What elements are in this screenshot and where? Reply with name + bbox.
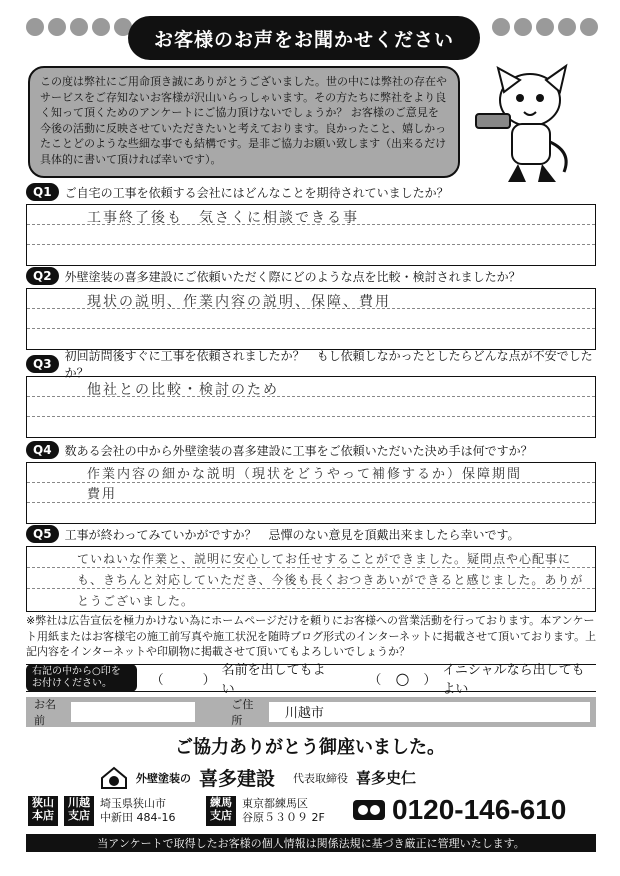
q4-answer-box[interactable] — [26, 462, 596, 524]
company-tagline: 外壁塗装の — [136, 771, 191, 785]
q1-badge: Q1 — [26, 183, 59, 201]
consent-row: 右記の中から○印をお付けください。 （ ） 名前を出してもよい （ ○ ） イニシャルなら出してもよい — [26, 664, 596, 692]
house-logo-icon — [100, 766, 128, 790]
q3-text: 初回訪問後すぐに工事を依頼されましたか？ もし依頼しなかったとしたらどんな点が不安でしたか？ — [64, 349, 593, 380]
consent-circle-mark: ○ — [395, 668, 410, 688]
q2-answer-box[interactable] — [26, 288, 596, 350]
phone-block — [352, 794, 566, 826]
q3-answer-box[interactable] — [26, 376, 596, 438]
address-field[interactable]: 川越市 — [269, 702, 590, 722]
question-2 — [26, 266, 596, 350]
q5-text: 工事が終わってみていかがですか？ 忌憚のない意見を頂戴出来ましたら幸いです。 — [64, 527, 520, 542]
branch-address-2: 東京都練馬区 谷原５３０９ 2F — [242, 797, 325, 824]
q5-answer: ていねいな作業と、説明に安心してお任せすることができました。疑問点や心配事にも、きちんと対応していただき、今後も長くおつきあいができると感じました。ありがとうございました。 — [77, 552, 584, 608]
q1-text: ご自宅の工事を依頼する会社にはどんなことを期待されていましたか？ — [64, 185, 449, 200]
publication-notice: ※弊社は広告宣伝を極力かけない為にホームページだけを頼りにお客様への営業活動を行っております。本アンケート用紙またはお客様宅の施工前写真や施工状況を随時ブログ形式のインターネットに掲載させて頂いております。上記内容をインターネットや印刷物に掲載させて頂いてもよろしいでしょうか？ — [26, 614, 597, 658]
q4-badge: Q4 — [26, 441, 59, 459]
decor-circles-left — [26, 18, 132, 36]
thanks-message: ご協力ありがとう御座いました。 — [175, 737, 445, 758]
q3-answer: 他社との比較・検討のため — [87, 382, 279, 398]
q1-answer-box[interactable] — [26, 204, 596, 266]
branch-kawagoe-badge: 川越 支店 — [64, 796, 94, 826]
question-1 — [26, 182, 596, 266]
consent-option-name[interactable]: 名前を出してもよい — [221, 663, 326, 697]
branch-address-1: 埼玉県狭山市 中新田 484-16 — [100, 797, 176, 824]
q5-badge: Q5 — [26, 525, 59, 543]
q5-answer-box[interactable] — [26, 546, 596, 612]
privacy-footer: 当アンケートで取得したお客様の個人情報は関係法規に基づき厳正に管理いたします。 — [26, 834, 596, 852]
q4-text: 数ある会社の中から外壁塗装の喜多建設に工事をご依頼いただいた決め手は何ですか？ — [64, 443, 533, 458]
q3-badge: Q3 — [26, 355, 59, 373]
mascot-cat-illustration — [468, 62, 598, 186]
branch-nerima-badge: 練馬 支店 — [206, 796, 236, 826]
q2-badge: Q2 — [26, 267, 59, 285]
q2-text: 外壁塗装の喜多建設にご依頼いただく際にどのような点を比較・検討されましたか？ — [64, 269, 521, 284]
rep-label: 代表取締役 — [293, 771, 349, 785]
intro-text: この度は弊社にご用命頂き誠にありがとうございました。世の中には弊社の存在やサービスをご存知ないお客様が沢山いらっしゃいます。その方たちに弊社をより良く知って頂くためのアンケートにご協力頂けないでしょうか？ お客様のご意見を今後の活動に反映させていただきたいと考えております。良かったこと、嬉しかったことどのような些細な事でも結構です。是非ご協力お願い致します（出来るだけ具体的に書いて頂ければ幸いです）。 — [28, 66, 460, 178]
consent-label: 右記の中から○印をお付けください。 — [26, 664, 137, 692]
decor-circles-right — [492, 18, 598, 36]
q1-answer: 工事終了後も 気さくに相談できる事 — [87, 210, 359, 226]
address-label: ご住所 — [231, 698, 254, 727]
name-field[interactable] — [71, 702, 195, 722]
name-label: お名前 — [34, 698, 56, 727]
consent-option-initial[interactable]: イニシャルなら出してもよい — [442, 663, 585, 697]
question-5 — [26, 524, 596, 612]
freedial-icon — [352, 799, 386, 821]
name-address-bar — [26, 697, 596, 727]
question-3 — [26, 349, 596, 438]
phone-number[interactable]: 0120-146-610 — [392, 794, 567, 825]
rep-name: 喜多史仁 — [356, 769, 417, 787]
company-name: 喜多建設 — [199, 768, 276, 790]
question-4 — [26, 440, 596, 524]
branch-sayama-badge: 狭山 本店 — [28, 796, 58, 826]
company-block — [100, 764, 416, 791]
q2-answer: 現状の説明、作業内容の説明、保障、費用 — [87, 294, 391, 310]
q4-answer: 作業内容の細かな説明（現状をどうやって補修するか）保障期間 費用 — [87, 467, 538, 502]
page-title: お客様のお声をお聞かせください — [128, 16, 480, 60]
